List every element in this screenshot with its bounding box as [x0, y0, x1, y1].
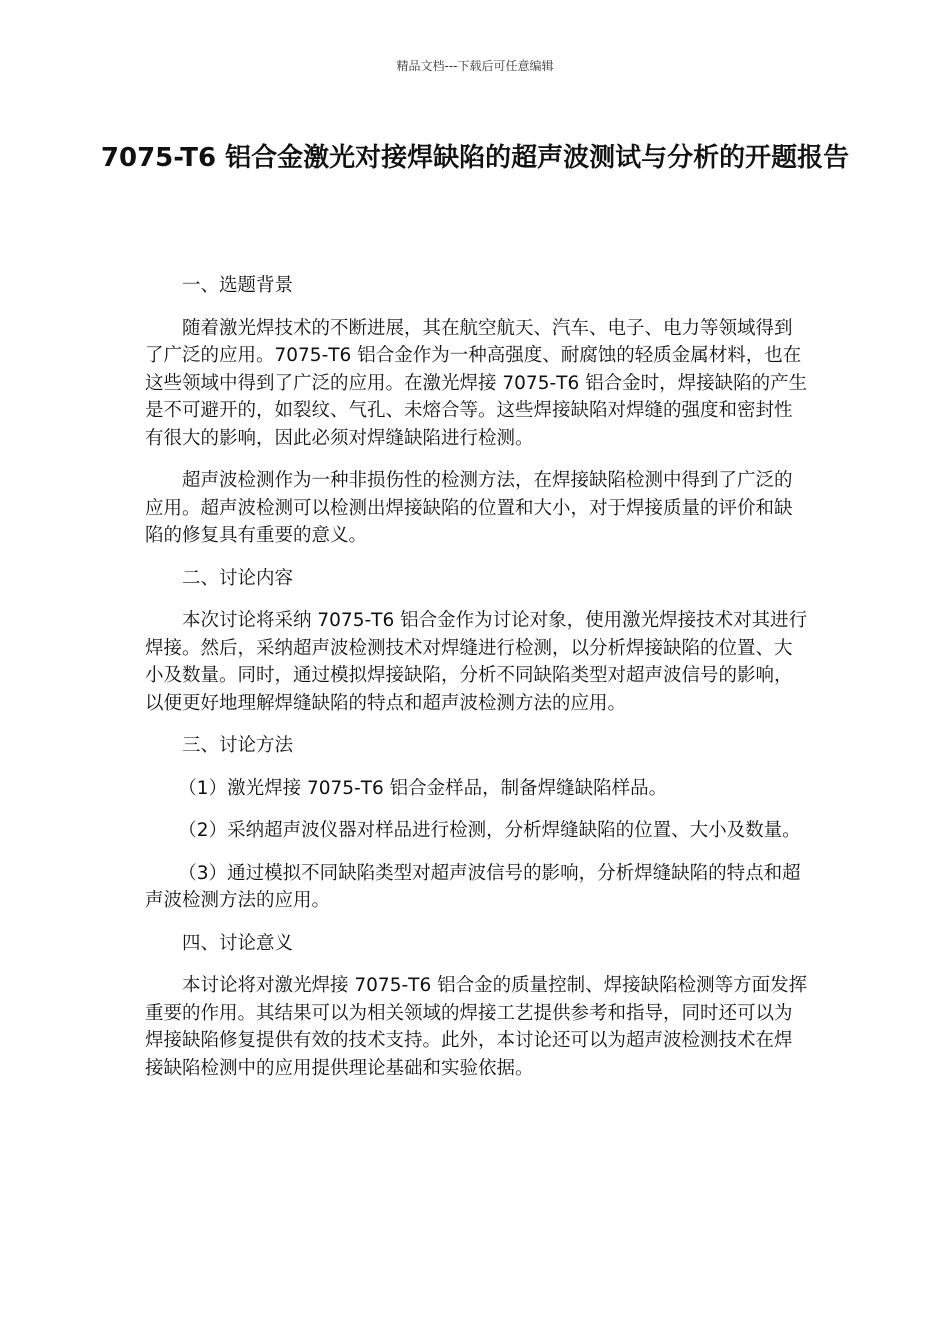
section-heading-method: 三、讨论方法 [182, 735, 294, 756]
section-heading-significance: 四、讨论意义 [182, 932, 294, 954]
page-header: 精品文档---下载后可任意编辑 [396, 59, 554, 73]
section-heading-content: 二、讨论内容 [182, 567, 294, 589]
list-item: （3）通过模拟不同缺陷类型对超声波信号的影响，分析焊缝缺陷的特点和超声波检测方法的应用。 [145, 862, 801, 911]
document-title: 7075-T6 铝合金激光对接焊缺陷的超声波测试与分析的开题报告 [100, 143, 850, 173]
list-item: （1）激光焊接 7075-T6 铝合金样品，制备焊缝缺陷样品。 [178, 777, 668, 799]
document-body [145, 272, 809, 1097]
list-item: （2）采纳超声波仪器对样品进行检测，分析焊缝缺陷的位置、大小及数量。 [178, 820, 801, 841]
section-heading-background: 一、选题背景 [182, 275, 294, 296]
paragraph: 随着激光焊技术的不断进展，其在航空航天、汽车、电子、电力等领域得到了广泛的应用。7075-T6 铝合金作为一种高强度、耐腐蚀的轻质金属材料，也在这些领域中得到了广泛的应用。在激光焊接 7075-T6 铝合金时，焊接缺陷的产生是不可避开的，如裂纹、气孔、未熔合等。这些焊接缺陷对焊缝的强度和密封性有很大的影响，因此必须对焊缝缺陷进行检测。 [145, 317, 808, 449]
paragraph: 超声波检测作为一种非损伤性的检测方法，在焊接缺陷检测中得到了广泛的应用。超声波检测可以检测出焊接缺陷的位置和大小，对于焊接质量的评价和缺陷的修复具有重要的意义。 [145, 470, 793, 546]
paragraph: 本讨论将对激光焊接 7075-T6 铝合金的质量控制、焊接缺陷检测等方面发挥重要的作用。其结果可以为相关领域的焊接工艺提供参考和指导，同时还可以为焊接缺陷修复提供有效的技术支持。此外，本讨论还可以为超声波检测技术在焊接缺陷检测中的应用提供理论基础和实验依据。 [145, 975, 808, 1079]
paragraph: 本次讨论将采纳 7075-T6 铝合金作为讨论对象，使用激光焊接技术对其进行焊接。然后，采纳超声波检测技术对焊缝进行检测，以分析焊接缺陷的位置、大小及数量。同时，通过模拟焊接缺陷，分析不同缺陷类型对超声波信号的影响，以便更好地理解焊缝缺陷的特点和超声波检测方法的应用。 [145, 610, 808, 714]
